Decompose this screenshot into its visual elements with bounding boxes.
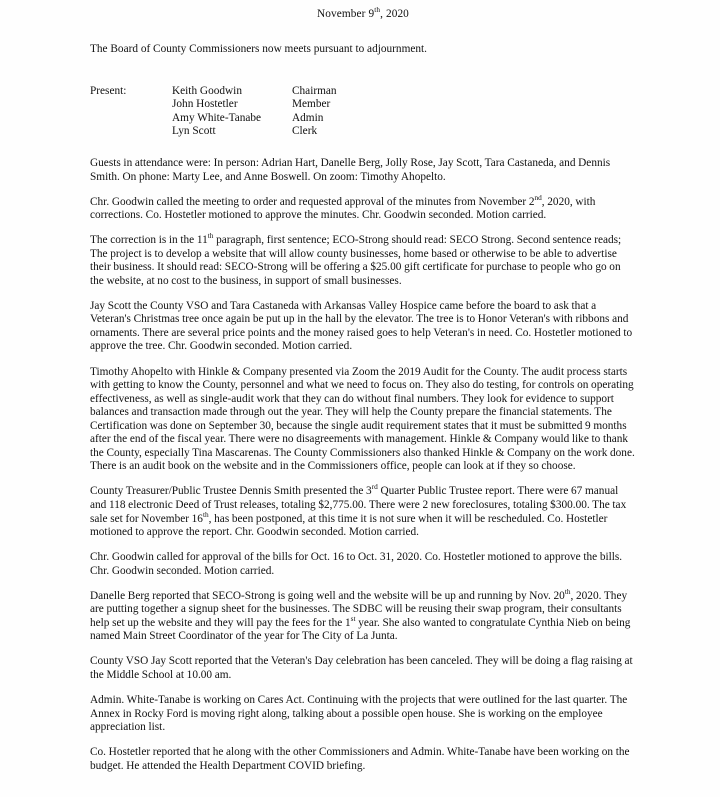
attendee-role: Member xyxy=(292,98,331,111)
minutes-paragraph-public-trustee: County Treasurer/Public Trustee Dennis Smith presented the 3rd Quarter Public Trustee report. There were 67 manual and 118 electronic Deed of Trust releases, totaling $2,775.00. There were 2 new foreclosures, totaling $300.00. The tax sale set for November 16th, has been postponed, at this time it is not sure when it will be rescheduled. Co. Hostetler motioned to approve the report. Chr. Goodwin seconded. Motion carried. xyxy=(90,482,627,539)
document-body xyxy=(90,0,636,785)
minutes-paragraph-correction: The correction is in the 11th paragraph, first sentence; ECO-Strong should read: SECO Strong. Second sentence reads; The project is to develop a website that will allow county businesses, home based or otherwise to be able to advertise their business. It should read: SECO-Strong will be offering a $25.00 gift certificate for purchase to people who go on the website, at no cost to the business, in support of small businesses. xyxy=(90,231,622,287)
meeting-date xyxy=(90,0,636,21)
minutes-paragraph-bills-approval: Chr. Goodwin called for approval of the bills for Oct. 16 to Oct. 31, 2020. Co. Hostetler motioned to approve the bills. Chr. Goodwin seconded. Motion carried. xyxy=(90,551,623,577)
attendee-role: Clerk xyxy=(292,125,318,138)
ordinal-suffix: th xyxy=(202,509,209,519)
attendee-name: Keith Goodwin xyxy=(172,84,242,97)
meeting-date-text: November 9 xyxy=(317,8,375,20)
meeting-date-year: , 2020 xyxy=(380,8,409,20)
ordinal-suffix: th xyxy=(207,231,214,241)
minutes-paragraph-guests: Guests in attendance were: In person: Adrian Hart, Danelle Berg, Jolly Rose, Jay Scott, Tara Castaneda, and Dennis Smith. On phone: Marty Lee, and Anne Boswell. On zoom: Timothy Ahopelto. xyxy=(90,156,611,183)
attendee-name: Lyn Scott xyxy=(172,125,216,138)
attendee-row xyxy=(90,112,636,126)
minutes-paragraph-admin-report: Admin. White-Tanabe is working on Cares Act. Continuing with the projects that were outlined for the last quarter. The Annex in Rocky Ford is moving right along, talking about a possible open house. She is working on the employee appreciation list. xyxy=(90,693,628,734)
present-label xyxy=(90,125,172,139)
opening-statement: The Board of County Commissioners now meets pursuant to adjournment. xyxy=(90,43,427,55)
attendee-name: Amy White-Tanabe xyxy=(172,111,262,124)
minutes-paragraph-hostetler-report: Co. Hostetler reported that he along with the other Commissioners and Admin. White-Tanabe have been working on the budget. He attended the Health Department COVID briefing. xyxy=(90,746,630,772)
minutes-paragraph-seco-strong: Danelle Berg reported that SECO-Strong is going well and the website will be up and running by Nov. 20th, 2020. They are putting together a signup sheet for the businesses. The SDBC will be reusing their swap program, their consultants help set up the website and they will pay the fees for the 1st year. She also wanted to congratulate Cynthia Nieb on being named Main Street Coordinator of the year for The City of La Junta. xyxy=(90,586,631,643)
ordinal-suffix: rd xyxy=(371,482,378,492)
present-label xyxy=(90,112,172,126)
meeting-date-ordinal: th xyxy=(374,5,381,15)
ordinal-suffix: st xyxy=(350,614,356,624)
present-label: Present: xyxy=(90,84,127,97)
minutes-paragraph-audit-report: Timothy Ahopelto with Hinkle & Company presented via Zoom the 2019 Audit for the County. The audit process starts with getting to know the County, personnel and what we need to focus on. They also do testing, for controls on operating effectiveness, as well as single-audit work that they can do without final numbers. They look for evidence to support balances and transaction made through out the year. They will help the County prepare the financial statements. The Certification was done on September 30, because the single audit requirement states that it must be submitted 9 months after the end of the fiscal year. There were no disagreements with management. Hinkle & Company would like to thank the County, especially Tina Mascarenas. The County Commissioners also thanked Hinkle & Company on the work done. There is an audit book on the website and in the Commissioners office, people can look at if they so choose. xyxy=(90,365,635,473)
present-label xyxy=(90,98,172,112)
attendee-row xyxy=(90,125,636,139)
minutes-paragraph-vso-report: County VSO Jay Scott reported that the Veteran's Day celebration has been canceled. They will be doing a flag raising at the Middle School at 10.00 am. xyxy=(90,655,633,681)
minutes-paragraph-veterans-tree: Jay Scott the County VSO and Tara Castaneda with Arkansas Valley Hospice came before the board to ask that a Veteran's Christmas tree once again be put up in the hall by the elevator. The tree is to Honor Veteran's with ribbons and ornaments. There are several price points and the money raised goes to help Veteran's in need. Co. Hostetler motioned to approve the tree. Chr. Goodwin seconded. Motion carried. xyxy=(90,299,633,353)
minutes-paragraph-call-to-order: Chr. Goodwin called the meeting to order and requested approval of the minutes from November 2nd, 2020, with corrections. Co. Hostetler motioned to approve the minutes. Chr. Goodwin seconded. Motion carried. xyxy=(90,192,596,222)
ordinal-suffix: nd xyxy=(534,192,542,202)
attendee-role: Admin xyxy=(292,111,324,124)
minutes-body xyxy=(90,157,636,773)
attendee-name: John Hostetler xyxy=(172,98,238,111)
attendee-row xyxy=(90,98,636,112)
ordinal-suffix: th xyxy=(564,586,571,596)
attendee-role: Chairman xyxy=(292,84,337,97)
attendee-row xyxy=(90,85,636,99)
attendance-roster xyxy=(90,85,636,139)
